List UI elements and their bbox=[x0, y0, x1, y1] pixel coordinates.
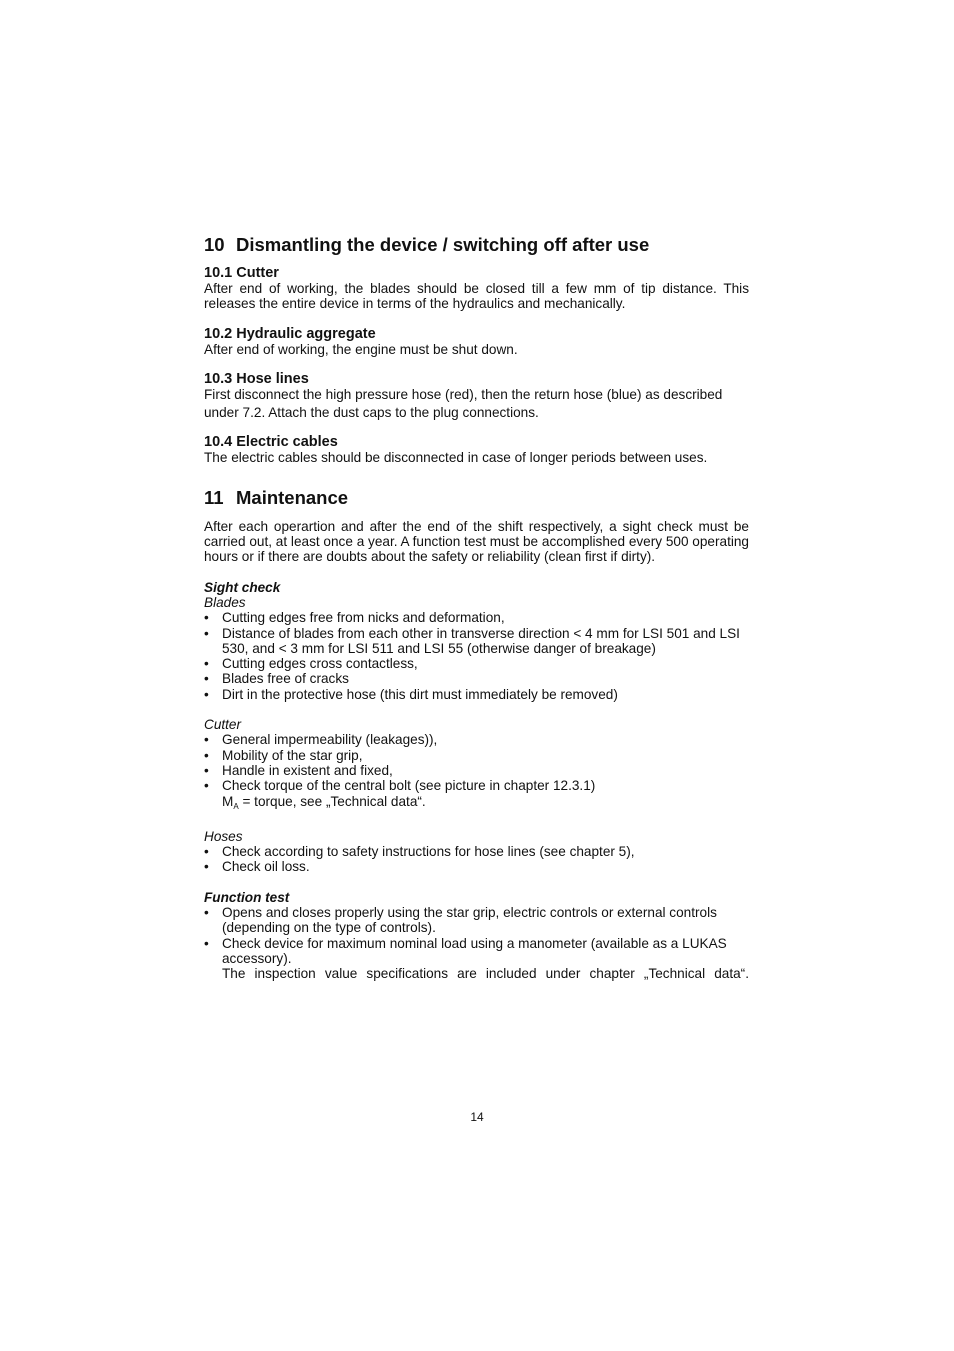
bullet-icon: • bbox=[204, 686, 209, 702]
list-item: • Check torque of the central bolt (see picture in chapter 12.3.1) bbox=[204, 778, 596, 794]
page-content bbox=[204, 234, 749, 982]
cutter-label: Cutter bbox=[204, 717, 242, 733]
bullet-icon: • bbox=[204, 732, 209, 748]
bullet-icon: • bbox=[204, 610, 209, 626]
blades-list bbox=[204, 610, 749, 702]
list-item: • Opens and closes properly using the star grip, electric controls or external controls (depending on the type of controls). bbox=[204, 905, 717, 936]
bullet-icon: • bbox=[204, 905, 209, 921]
subsection-10-2-heading: 10.2 Hydraulic aggregate bbox=[204, 325, 376, 342]
page-number: 14 bbox=[470, 1110, 484, 1124]
subsection-10-4-heading: 10.4 Electric cables bbox=[204, 434, 338, 451]
list-item: • Blades free of cracks bbox=[204, 671, 349, 687]
section-11-title: Maintenance bbox=[236, 486, 349, 508]
list-item: • Handle in existent and fixed, bbox=[204, 762, 393, 778]
torque-subscript: A bbox=[233, 801, 239, 811]
bullet-icon: • bbox=[204, 656, 209, 672]
hoses-label: Hoses bbox=[204, 828, 243, 844]
bullet-icon: • bbox=[204, 625, 209, 641]
section-10-number: 10 bbox=[204, 234, 225, 255]
list-item: • Cutting edges cross contactless, bbox=[204, 656, 418, 672]
list-item: • Cutting edges free from nicks and deformation, bbox=[204, 610, 505, 626]
list-item: • Dirt in the protective hose (this dirt must immediately be removed) bbox=[204, 686, 618, 702]
subsection-10-4-text: The electric cables should be disconnected in case of longer periods between uses. bbox=[204, 450, 708, 466]
list-item: • Mobility of the star grip, bbox=[204, 747, 363, 763]
bullet-icon: • bbox=[204, 844, 209, 860]
hoses-list bbox=[204, 844, 749, 875]
torque-symbol: M bbox=[222, 793, 234, 809]
section-11-heading bbox=[204, 487, 749, 509]
subsection-10-1-text: After end of working, the blades should be closed till a few mm of tip distance. This releases the entire device in terms of the hydraulics and mechanically. bbox=[204, 281, 749, 312]
bullet-icon: • bbox=[204, 778, 209, 794]
inspection-note: The inspection value specifications are included under chapter „Technical data“. bbox=[222, 966, 749, 982]
bullet-icon: • bbox=[204, 935, 209, 951]
maintenance-intro: After each operartion and after the end of the shift respectively, a sight check must be carried out, at least once a year. A function test must be accomplished every 500 operating hours or if there are doubts about the safety or reliability (clean first if dirty). bbox=[204, 518, 749, 565]
section-11-number: 11 bbox=[204, 486, 224, 508]
subsection-10-2-text: After end of working, the engine must be shut down. bbox=[204, 341, 518, 357]
section-10-title: Dismantling the device / switching off after use bbox=[236, 234, 650, 255]
bullet-icon: • bbox=[204, 747, 209, 763]
list-item: • General impermeability (leakages)), bbox=[204, 732, 438, 748]
list-item: • Check according to safety instructions for hose lines (see chapter 5), bbox=[204, 844, 635, 860]
cutter-list bbox=[204, 732, 749, 793]
list-item: • Check oil loss. bbox=[204, 859, 310, 875]
list-item: • Distance of blades from each other in transverse direction < 4 mm for LSI 501 and LSI 530, and < 3 mm for LSI 511 and LSI 55 (otherwise danger of breakage) bbox=[204, 625, 740, 656]
subsection-10-3-heading: 10.3 Hose lines bbox=[204, 370, 309, 387]
bullet-icon: • bbox=[204, 762, 209, 778]
subsection-10-3-line-2: under 7.2. Attach the dust caps to the plug connections. bbox=[204, 405, 539, 421]
subsection-10-1-heading: 10.1 Cutter bbox=[204, 265, 279, 281]
torque-text: = torque, see „Technical data“. bbox=[238, 793, 426, 809]
section-10-heading bbox=[204, 234, 749, 256]
sight-check-heading: Sight check bbox=[204, 579, 281, 595]
torque-note bbox=[204, 794, 749, 814]
list-item: • Check device for maximum nominal load using a manometer (available as a LUKAS accessory). bbox=[204, 935, 727, 966]
function-test-list bbox=[204, 905, 749, 966]
function-test-heading: Function test bbox=[204, 889, 290, 905]
bullet-icon: • bbox=[204, 859, 209, 875]
blades-label: Blades bbox=[204, 594, 246, 610]
bullet-icon: • bbox=[204, 671, 209, 687]
subsection-10-3-line-1: First disconnect the high pressure hose (red), then the return hose (blue) as described bbox=[204, 386, 723, 402]
